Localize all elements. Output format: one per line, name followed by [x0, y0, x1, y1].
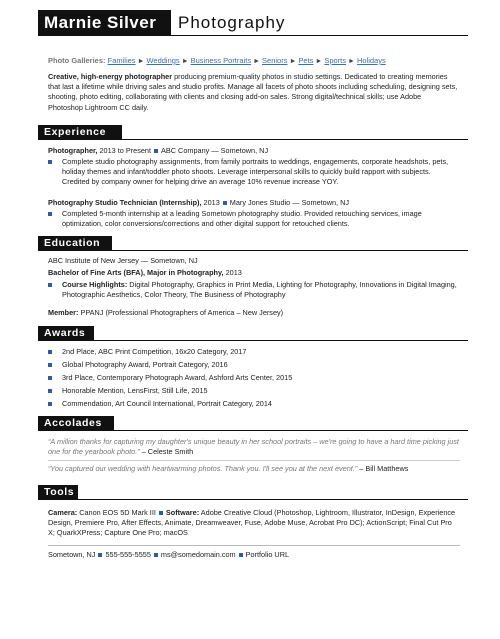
section-tools	[38, 485, 468, 500]
summary-lead: Creative, high-energy photographer	[48, 72, 173, 81]
list-item: Completed 5-month internship at a leading Sometown photography studio. Provided retouching services, image optimization, color conversions/corrections and other digital support for retouched clients.	[48, 209, 458, 229]
phone: 555-555-5555	[105, 550, 151, 559]
gallery-link-business-portraits[interactable]: Business Portraits	[190, 56, 252, 65]
list-item: Commendation, Art Council International, Portrait Category, 2014	[48, 399, 458, 409]
testimonial: “You captured our wedding with heartwarming photos. Thank you. I'll see you at the next event.” – Bill Matthews	[48, 464, 409, 473]
list-item: Global Photography Award, Portrait Category, 2016	[48, 360, 458, 370]
list-item: 2nd Place, ABC Print Competition, 16x20 Category, 2017	[48, 347, 458, 357]
school-line: ABC Institute of New Jersey — Sometown, NJ	[48, 256, 198, 265]
square-bullet-icon	[48, 363, 52, 367]
list-item: 3rd Place, Contemporary Photograph Award, Ashford Arts Center, 2015	[48, 373, 458, 383]
square-bullet-icon	[159, 511, 163, 515]
section-heading: Tools	[38, 485, 78, 500]
resume-header	[38, 10, 468, 36]
gallery-link-pets[interactable]: Pets	[298, 56, 314, 65]
tools-list: Camera: Canon EOS 5D Mark III Software: Adobe Creative Cloud (Photoshop, Lightroom, Illustrator, InDesign, Experience Design, Premiere Pro, After Effects, Animate, Dreamweaver, Fuse, Adobe Muse, Acrobat Pro DC); ActionScript; Final Cut Pro X; QuarkXPress; Capture One Pro; macOS	[48, 508, 456, 538]
square-bullet-icon	[48, 376, 52, 380]
header-rule	[171, 35, 468, 36]
square-bullet-icon	[154, 149, 158, 153]
list-item: Complete studio photography assignments, from family portraits to weddings, engagements, corporate headshots, pets, holiday themes and infant/toddler photo shoots. Leverage interpersonal skills to quickly build rapport with subjects. Credited by company owner for helping drive an average 10% revenue increase YOY.	[48, 157, 458, 188]
square-bullet-icon	[154, 553, 158, 557]
name-banner: Marnie Silver	[38, 10, 171, 36]
list-item: Honorable Mention, LensFirst, Still Life, 2015	[48, 386, 458, 396]
square-bullet-icon	[48, 283, 52, 287]
gallery-link-sports[interactable]: Sports	[324, 56, 347, 65]
section-heading: Awards	[38, 326, 94, 341]
gallery-links: Photo Galleries: Families ► Weddings ► Business Portraits ► Seniors ► Pets ► Sports ► Holidays	[48, 56, 386, 65]
section-heading: Accolades	[38, 416, 114, 431]
gallery-link-families[interactable]: Families	[107, 56, 136, 65]
gallery-label: Photo Galleries:	[48, 56, 106, 65]
section-heading: Education	[38, 236, 112, 251]
square-bullet-icon	[223, 201, 227, 205]
square-bullet-icon	[48, 212, 52, 216]
profession-title: Photography	[178, 13, 286, 32]
square-bullet-icon	[48, 350, 52, 354]
list-item: Course Highlights: Digital Photography, Graphics in Print Media, Lighting for Photography, Innovations in Digital Imaging, Photographic Aesthetics, Color Theory, The Business of Photography	[48, 280, 458, 300]
square-bullet-icon	[98, 553, 102, 557]
section-experience	[38, 125, 468, 140]
square-bullet-icon	[48, 389, 52, 393]
email-link[interactable]: ms@somedomain.com	[160, 550, 236, 559]
job-title-line: Photography Studio Technician (Internship), 2013 Mary Jones Studio — Sometown, NJ	[48, 198, 350, 207]
testimonial: “A million thanks for capturing my daughter's unique beauty in her school portraits – we're going to have a hard time picking just one for the yearbook photo.” – Celeste Smith	[48, 437, 459, 457]
section-accolades	[38, 416, 468, 431]
square-bullet-icon	[239, 553, 243, 557]
portfolio-link[interactable]: Portfolio URL	[245, 550, 290, 559]
section-heading: Experience	[38, 125, 122, 140]
location: Sometown, NJ	[48, 550, 96, 559]
section-education	[38, 236, 468, 251]
summary	[48, 72, 458, 113]
footer-rule	[48, 545, 460, 546]
gallery-link-holidays[interactable]: Holidays	[356, 56, 386, 65]
gallery-link-seniors[interactable]: Seniors	[262, 56, 288, 65]
gallery-link-weddings[interactable]: Weddings	[146, 56, 180, 65]
square-bullet-icon	[48, 402, 52, 406]
summary-text: producing premium-quality photos in studio settings. Dedicated to creating memories that last a lifetime while driving sales and studio profits. Manage all facets of photo shoots including scheduling, designing sets, shooting, photo editing, collaborating with clients and closing add-on sales. Strong digital/technical skills; use Adobe Photoshop Lightroom CC daily.	[48, 72, 458, 112]
divider	[48, 460, 460, 461]
degree-line: Bachelor of Fine Arts (BFA), Major in Photography, 2013	[48, 268, 242, 277]
square-bullet-icon	[48, 160, 52, 164]
job-title-line: Photographer, 2013 to Present ABC Company — Sometown, NJ	[48, 146, 269, 155]
membership-line: Member: PPANJ (Professional Photographers of America – New Jersey)	[48, 308, 284, 317]
contact-footer	[48, 550, 289, 559]
section-awards	[38, 326, 468, 341]
